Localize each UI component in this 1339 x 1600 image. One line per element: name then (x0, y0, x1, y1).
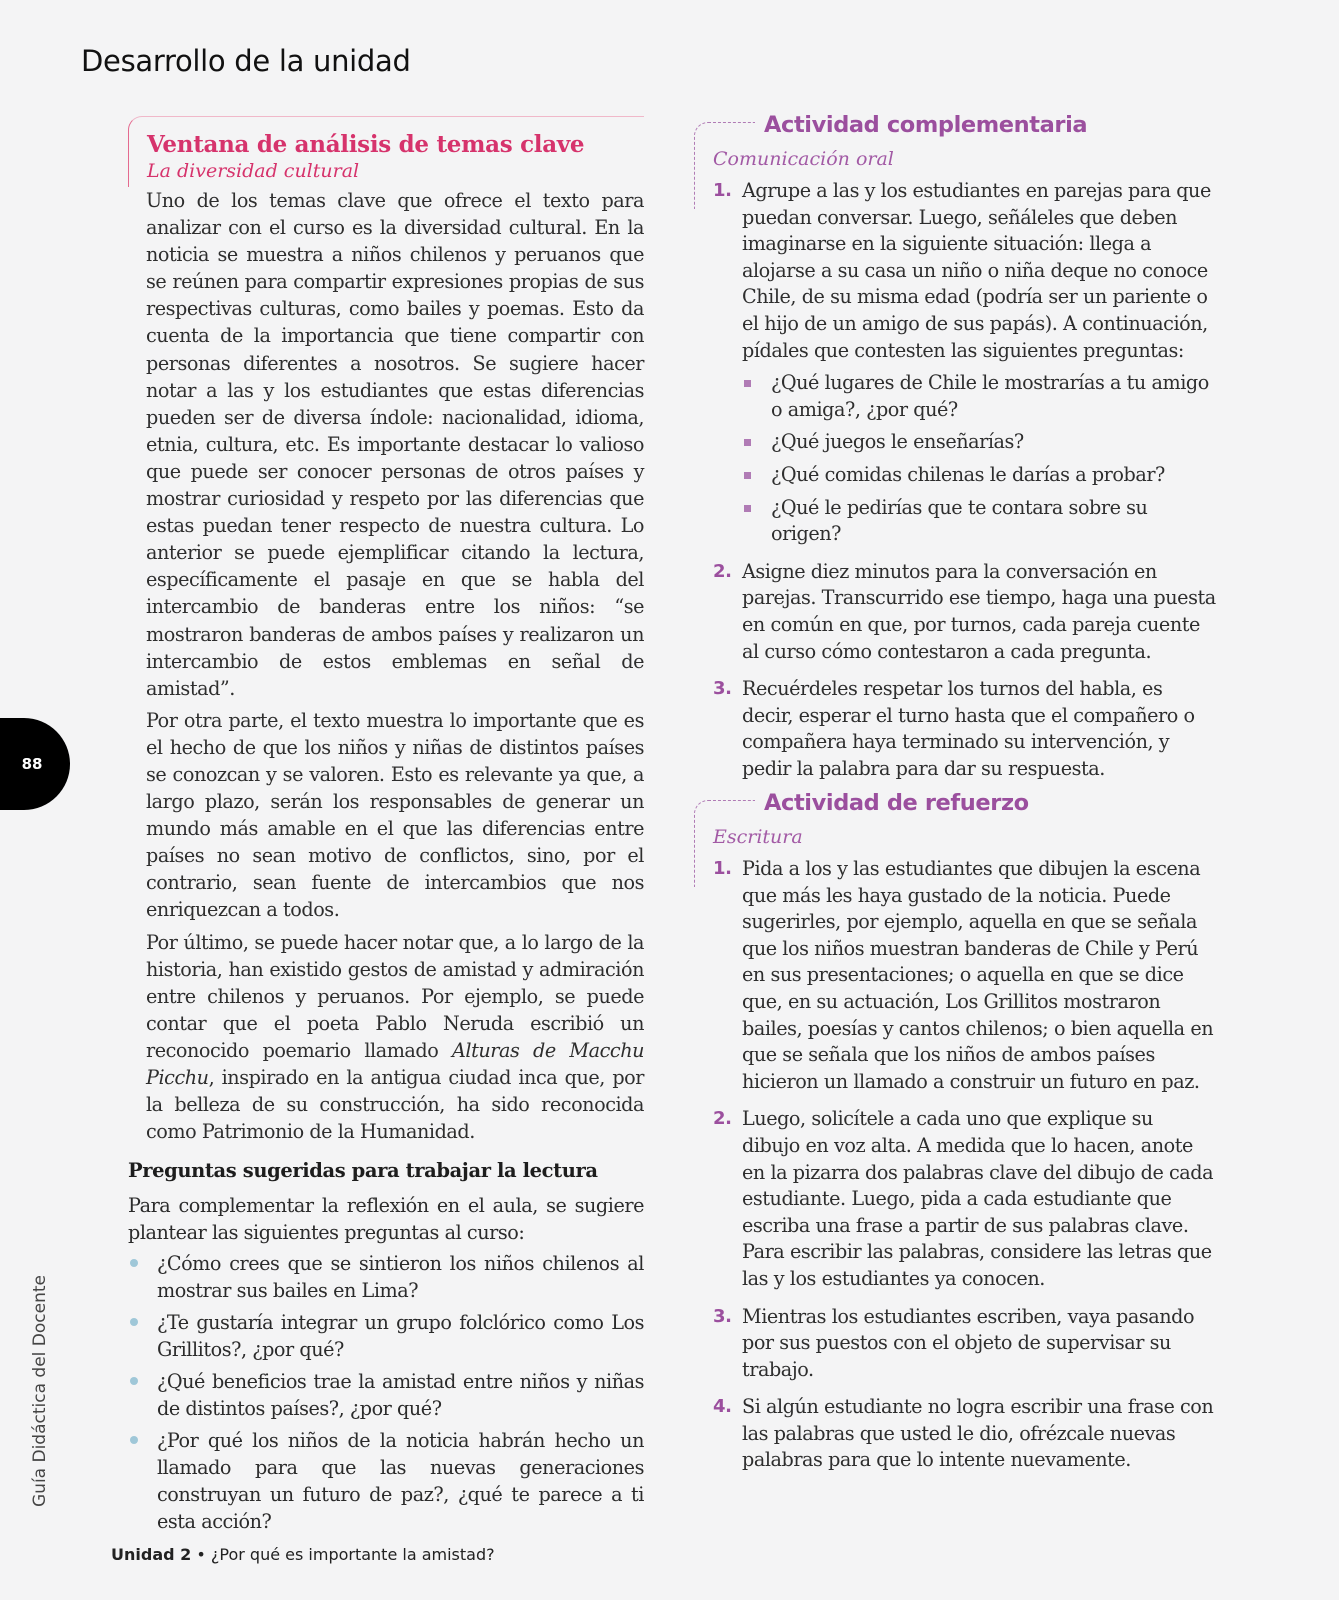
analysis-p3-before: Por último, se puede hacer notar que, a lo largo de la historia, han existido gestos de amistad y admiración entre chilenos y peruanos. Por ejemplo, se puede contar que el poeta Pablo Neruda escribió un reconocido poemario llamado (146, 930, 644, 1062)
list-item (128, 1368, 644, 1422)
question-text: ¿Te gustaría integrar un grupo folclórico como Los Grillitos?, ¿por qué? (157, 1311, 644, 1362)
question-text: ¿Qué beneficios trae la amistad entre niños y niñas de distintos países?, ¿por qué? (157, 1370, 644, 1421)
reinforcement-title: Actividad de refuerzo (764, 790, 1029, 816)
analysis-window-header (128, 116, 644, 187)
sub-question: ¿Qué lugares de Chile le mostrarías a tu amigo o amiga?, ¿por qué? (771, 371, 1209, 421)
sub-question: ¿Qué comidas chilenas le darías a probar? (771, 462, 1165, 486)
square-bullet-icon (744, 380, 751, 387)
item-number: 2. (713, 1108, 732, 1130)
square-bullet-icon (744, 472, 751, 479)
list-item (742, 370, 1216, 423)
item-text: Agrupe a las y los estudiantes en parejas para que puedan conversar. Luego, señáleles que deben imaginarse en la siguiente situación: llega a alojarse a su casa un niño o niña deque no conoce Chile, de su misma edad (podría ser un pariente o el hijo de un amigo de sus papás). A continuación, pídales que contesten las siguientes preguntas: (742, 179, 1211, 362)
reinforcement-header (696, 790, 1216, 824)
item-text: Luego, solicítele a cada uno que explique su dibujo en voz alta. A medida que lo hacen, anote en la pizarra dos palabras clave del dibujo de cada estudiante. Luego, pida a cada estudiante que escriba una frase a partir de sus palabras clave. Para escribir las palabras, considere las letras que las y los estudiantes ya conocen. (742, 1107, 1214, 1290)
item-text: Pida a los y las estudiantes que dibujen la escena que más les haya gustado de la noticia. Puede sugerirles, por ejemplo, aquella en que se señala que los niños muestran banderas de Chile y Perú en sus presentaciones; o aquella en que se dice que, en su actuación, Los Grillitos mostraron bailes, poesías y cantos chilenos; o bien aquella en que se señala que los niños de ambos países hicieron un llamado a construir un futuro en paz. (742, 857, 1214, 1093)
analysis-window-title: Ventana de análisis de temas clave (147, 131, 585, 158)
complementary-title: Actividad complementaria (764, 112, 1088, 138)
list-item (742, 495, 1216, 548)
sub-question: ¿Qué juegos le enseñarías? (771, 430, 1024, 454)
item-text: Asigne diez minutos para la conversación en parejas. Transcurrido ese tiempo, haga una puesta en común en que, por turnos, cada pareja cuente al curso cómo contestaron a cada pregunta. (742, 559, 1216, 663)
item-number: 4. (713, 1396, 732, 1418)
list-item (128, 1427, 644, 1535)
item-number: 2. (713, 560, 732, 582)
reinforcement-list (696, 856, 1216, 1474)
item-number: 1. (713, 858, 732, 879)
bullet-icon (130, 1436, 138, 1444)
footer-unit: Unidad 2 (111, 1545, 192, 1564)
footer-separator: • (191, 1545, 211, 1564)
questions-list (128, 1250, 644, 1535)
reinforcement-subtitle: Escritura (713, 826, 803, 848)
list-item (696, 178, 1216, 548)
questions-intro: Para complementar la reflexión en el aula, se sugiere plantear las siguientes preguntas al curso: (128, 1194, 644, 1245)
question-text: ¿Cómo crees que se sintieron los niños chilenos al mostrar sus bailes en Lima? (157, 1252, 644, 1303)
list-item (742, 429, 1216, 456)
item-text: Recuérdeles respetar los turnos del habla, es decir, esperar el turno hasta que el compañero o compañera haya terminado su intervención, y pedir la palabra para dar su respuesta. (742, 677, 1195, 780)
analysis-p3-after: , inspirado en la antigua ciudad inca que, por la belleza de su construcción, ha sido reconocida como Patrimonio de la Humanidad. (146, 1066, 644, 1144)
item-number: 3. (713, 1305, 732, 1327)
item-number: 1. (713, 180, 732, 201)
sub-question-list (742, 370, 1216, 548)
analysis-paragraph: Uno de los temas clave que ofrece el texto para analizar con el curso es la diversidad cultural. En la noticia se muestra a niños chilenos y peruanos que se reúnen para compartir expresiones propias de sus respectivas culturas, como bailes y poemas. Esto da cuenta de la importancia que tiene compartir con personas diferentes a nosotros. Se sugiere hacer notar a las y los estudiantes que estas diferencias pueden ser de diversa índole: nacionalidad, idioma, etnia, cultura, etc. Es importante destacar lo valioso que puede ser conocer personas de otros países y mostrar curiosidad y respeto por las diferencias que estas puedan tener respecto de nuestra cultura. Lo anterior se puede ejemplificar citando la lectura, específicamente el pasaje en que se habla del intercambio de banderas entre los niños: “se mostraron banderas de ambos países y realizaron un intercambio de estos emblemas en señal de amistad”. (146, 189, 644, 700)
analysis-paragraph: Por otra parte, el texto muestra lo importante que es el hecho de que los niños y niñas de distintos países se conozcan y se valoren. Esto es relevante ya que, a largo plazo, serán los responsables de generar un mundo más amable en el que las diferencias entre países no sean motivo de conflictos, sino, por el contrario, sean fuente de intercambios que nos enriquezcan a todos. (146, 708, 644, 922)
analysis-window-body (146, 187, 644, 1145)
reinforcement-activity (696, 790, 1216, 1485)
list-item (696, 559, 1216, 665)
page-number (0, 718, 70, 810)
list-item (696, 856, 1216, 1095)
page-title: Desarrollo de la unidad (81, 44, 411, 78)
item-text: Mientras los estudiantes escriben, vaya pasando por sus puestos con el objeto de supervisar su trabajo. (742, 1304, 1195, 1381)
item-text: Si algún estudiante no logra escribir una frase con las palabras que usted le dio, ofrézcale nuevas palabras para que lo intente nuevamente. (742, 1395, 1214, 1472)
sub-question: ¿Qué le pedirías que te contara sobre su origen? (771, 495, 1148, 546)
square-bullet-icon (744, 505, 751, 512)
list-item (696, 1304, 1216, 1384)
complementary-activity (696, 112, 1216, 793)
footer-question: ¿Por qué es importante la amistad? (210, 1545, 495, 1564)
side-label: Guía Didáctica del Docente (30, 1275, 50, 1507)
complementary-header (696, 112, 1216, 146)
analysis-paragraph (146, 929, 644, 1146)
footer (111, 1545, 495, 1564)
square-bullet-icon (744, 439, 751, 446)
analysis-window-subtitle: La diversidad cultural (147, 160, 360, 182)
left-column (128, 116, 644, 1540)
list-item (696, 1106, 1216, 1292)
complementary-list (696, 178, 1216, 782)
list-item (742, 462, 1216, 489)
question-text: ¿Por qué los niños de la noticia habrán hecho un llamado para que las nuevas generaciones construyan un futuro de paz?, ¿qué te parece a ti esta acción? (157, 1429, 644, 1534)
bullet-icon (130, 1259, 138, 1267)
book-title: Alturas de Macchu Picchu (146, 1038, 645, 1089)
item-number: 3. (713, 678, 732, 700)
complementary-subtitle: Comunicación oral (713, 148, 894, 170)
list-item (696, 1394, 1216, 1474)
list-item (128, 1309, 644, 1363)
questions-heading: Preguntas sugeridas para trabajar la lectura (128, 1159, 598, 1183)
list-item (128, 1250, 644, 1304)
page-number-text: 88 (21, 755, 43, 773)
list-item (696, 676, 1216, 782)
bullet-icon (130, 1377, 138, 1385)
bullet-icon (130, 1318, 138, 1326)
